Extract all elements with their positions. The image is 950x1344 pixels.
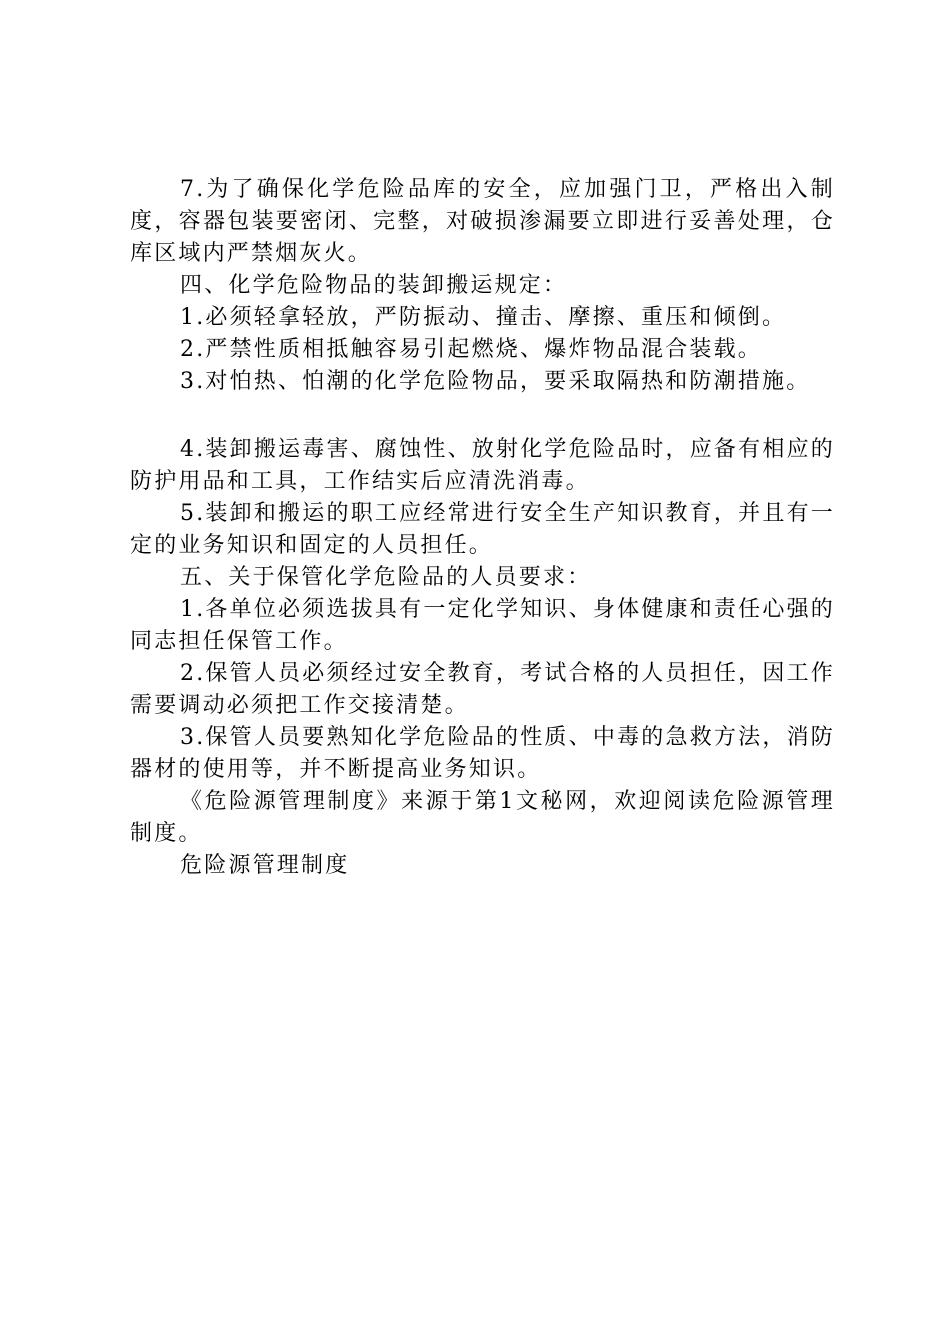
paragraph-personnel-rule-1: 1.各单位必须选拔具有一定化学知识、身体健康和责任心强的同志担任保管工作。 [130,597,835,654]
paragraph-handling-rule-1: 1.必须轻拿轻放，严防振动、撞击、摩擦、重压和倾倒。 [180,305,787,330]
paragraph-handling-rule-4: 4.装卸搬运毒害、腐蚀性、放射化学危险品时，应备有相应的防护用品和工具，工作结实后应清洗消毒。 [130,437,835,494]
paragraph-handling-rule-5: 5.装卸和搬运的职工应经常进行安全生产知识教育，并且有一定的业务知识和固定的人员担任。 [130,501,835,558]
paragraph-handling-rule-2: 2.严禁性质相抵触容易引起燃烧、爆炸物品混合装载。 [180,337,762,362]
paragraph-gap [130,398,835,434]
paragraph-source-note: 《危险源管理制度》来源于第1文秘网，欢迎阅读危险源管理制度。 [130,789,835,846]
paragraph-warehouse-safety: 7.为了确保化学危险品库的安全，应加强门卫，严格出入制度，容器包装要密闭、完整，对破损渗漏要立即进行妥善处理，仓库区域内严禁烟灰火。 [130,177,835,266]
paragraph-personnel-rule-3: 3.保管人员要熟知化学危险品的性质、中毒的急救方法，消防器材的使用等，并不断提高业务知识。 [130,725,835,782]
document-body [130,174,835,882]
section-heading-handling-rules: 四、化学危险物品的装卸搬运规定： [180,273,568,298]
document-title-footer: 危险源管理制度 [180,853,350,878]
paragraph-personnel-rule-2: 2.保管人员必须经过安全教育，考试合格的人员担任，因工作需要调动必须把工作交接清楚。 [130,661,835,718]
section-heading-personnel-requirements: 五、关于保管化学危险品的人员要求： [180,565,592,590]
paragraph-handling-rule-3: 3.对怕热、怕潮的化学危险物品，要采取隔热和防潮措施。 [180,369,811,394]
